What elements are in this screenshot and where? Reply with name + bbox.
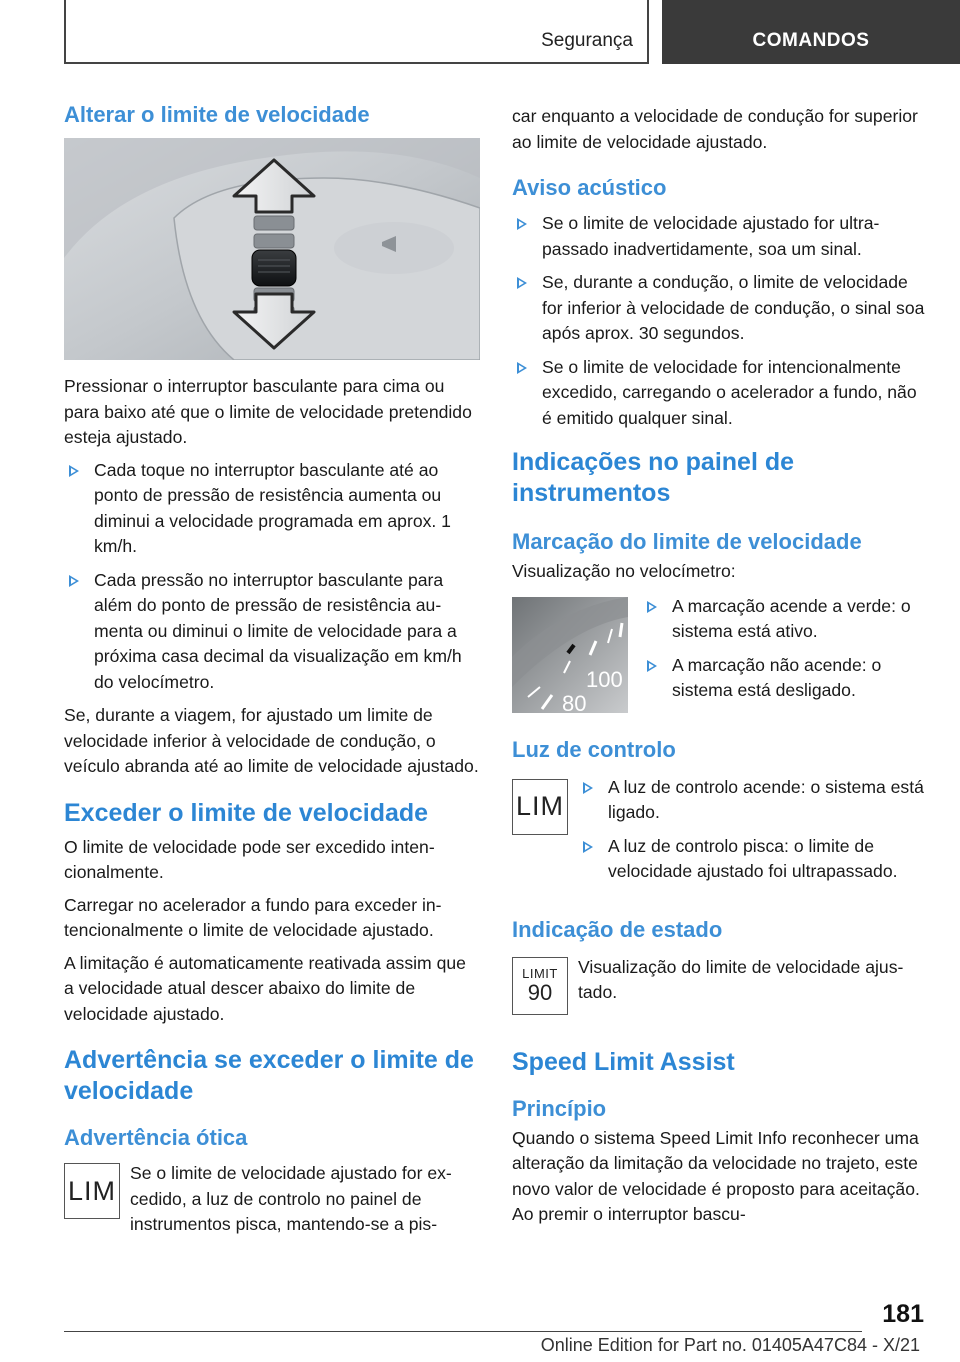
left-column bbox=[64, 100, 480, 1238]
para-optical-warning: Se o limite de velocidade ajustado for excedido, a luz de controlo no painel de instrumentos pisca, mantendo-se a pis- bbox=[130, 1163, 452, 1234]
heading-status-display: Indicação de estado bbox=[512, 916, 723, 942]
list-acoustic bbox=[512, 211, 928, 431]
header-section-box bbox=[64, 0, 649, 64]
para-exceed-1: O limite de velocidade pode ser excedido intencionalmente. bbox=[64, 836, 435, 882]
limit-icon-word: LIMIT bbox=[522, 966, 558, 981]
triangle-bullet-icon bbox=[69, 575, 79, 587]
para-press-rocker: Pressionar o interruptor basculante para cima ou para baixo até que o limite de velocidade pretendido esteja ajustado. bbox=[64, 376, 472, 447]
section-title: Segurança bbox=[541, 30, 633, 51]
list-marking bbox=[642, 594, 928, 712]
speedometer-marking-figure bbox=[512, 597, 628, 713]
lim-indicator-icon: LIM bbox=[512, 779, 568, 835]
list-item: A luz de controlo acende: o sistema está ligado. bbox=[578, 775, 928, 826]
triangle-bullet-icon bbox=[583, 841, 593, 853]
heading-limit-marking: Marcação do limite de velocidade bbox=[512, 529, 862, 554]
heading-principle: Princípio bbox=[512, 1095, 607, 1121]
heading-acoustic: Aviso acústico bbox=[512, 175, 667, 200]
header-chapter-tab bbox=[662, 0, 960, 64]
status-display-block bbox=[512, 955, 928, 1015]
para-principle: Quando o sistema Speed Limit Info reconhecer uma alteração da limitação da velocidade no trajeto, este novo valor de velocidade é proposto para aceitação. Ao premir o interruptor bascu- bbox=[512, 1127, 920, 1224]
triangle-bullet-icon bbox=[517, 277, 527, 289]
triangle-bullet-icon bbox=[517, 218, 527, 230]
right-column bbox=[512, 104, 928, 1235]
list-item: A marcação não acende: o sistema está desligado. bbox=[642, 653, 928, 704]
chapter-title: COMANDOS bbox=[752, 30, 870, 51]
list-item: Cada pressão no interruptor basculante para além do ponto de pressão de resistência aumenta ou diminui o limite de velocidade para a próxima casa decimal da visualização em km/h do velocímetro. bbox=[64, 568, 480, 696]
para-status-display: Visualização do limite de velocidade ajustado. bbox=[578, 956, 904, 1002]
para-during-trip: Se, durante a viagem, for ajustado um limite de velocidade inferior à velocidade de condução, o veículo abranda até ao limite de velocidade ajustado. bbox=[64, 705, 479, 776]
list-item: Se o limite de velocidade for intencionalmente excedido, carregando o acelerador a fundo, não é emitido qualquer sinal. bbox=[512, 355, 928, 432]
page-number: 181 bbox=[882, 1300, 924, 1328]
triangle-bullet-icon bbox=[583, 782, 593, 794]
list-item: Se o limite de velocidade ajustado for ultrapassado inadvertidamente, soa um sinal. bbox=[512, 211, 928, 262]
list-indicator-light bbox=[578, 775, 928, 893]
footer-divider bbox=[64, 1331, 862, 1332]
optical-warning-block bbox=[64, 1161, 480, 1238]
para-continued: car enquanto a velocidade de condução for superior ao limite de velocidade ajustado. bbox=[512, 106, 918, 152]
limit-icon-value: 90 bbox=[527, 980, 553, 1005]
heading-instrument-displays: Indicações no painel de instrumentos bbox=[512, 448, 795, 507]
limit-90-icon bbox=[512, 957, 568, 1015]
triangle-bullet-icon bbox=[69, 465, 79, 477]
heading-indicator-light: Luz de controlo bbox=[512, 736, 676, 762]
para-exceed-3: A limitação é automaticamente reativada assim que a velocidade atual descer abaixo do limite de velocidade ajustado. bbox=[64, 952, 466, 1024]
lim-indicator-icon: LIM bbox=[64, 1163, 120, 1219]
triangle-bullet-icon bbox=[647, 660, 657, 672]
list-item: A marcação acende a verde: o sistema está ativo. bbox=[642, 594, 928, 645]
list-press-steps bbox=[64, 458, 480, 696]
heading-speed-limit-assist: Speed Limit Assist bbox=[512, 1047, 735, 1076]
speedo-label-80: 80 bbox=[562, 690, 587, 713]
speedo-block bbox=[512, 597, 928, 713]
speedo-label-100: 100 bbox=[586, 666, 623, 692]
heading-exceed-limit: Exceder o limite de velocidade bbox=[64, 798, 429, 827]
para-exceed-2: Carregar no acelerador a fundo para exceder intencionalmente o limite de velocidade ajustado. bbox=[64, 894, 442, 940]
para-speedo-view: Visualização no velocímetro: bbox=[512, 561, 736, 581]
heading-optical-warning: Advertência ótica bbox=[64, 1125, 248, 1150]
triangle-bullet-icon bbox=[517, 362, 527, 374]
heading-warning: Advertência se exceder o limite de velocidade bbox=[64, 1046, 474, 1105]
list-item: Se, durante a condução, o limite de velocidade for inferior à velocidade de condução, o sinal soa após aprox. 30 segundos. bbox=[512, 270, 928, 347]
list-item: A luz de controlo pisca: o limite de velocidade ajustado foi ultrapassado. bbox=[578, 834, 928, 885]
steering-wheel-rocker-figure bbox=[64, 138, 480, 360]
list-item: Cada toque no interruptor basculante até ao ponto de pressão de resistência aumenta ou diminui a velocidade programada em aprox. 1 km/h. bbox=[64, 458, 480, 560]
triangle-bullet-icon bbox=[647, 601, 657, 613]
footer-edition: Online Edition for Part no. 01405A47C84 - X/21 bbox=[540, 1335, 920, 1355]
indicator-light-block bbox=[512, 775, 928, 893]
heading-change-limit: Alterar o limite de velocidade bbox=[64, 102, 370, 127]
